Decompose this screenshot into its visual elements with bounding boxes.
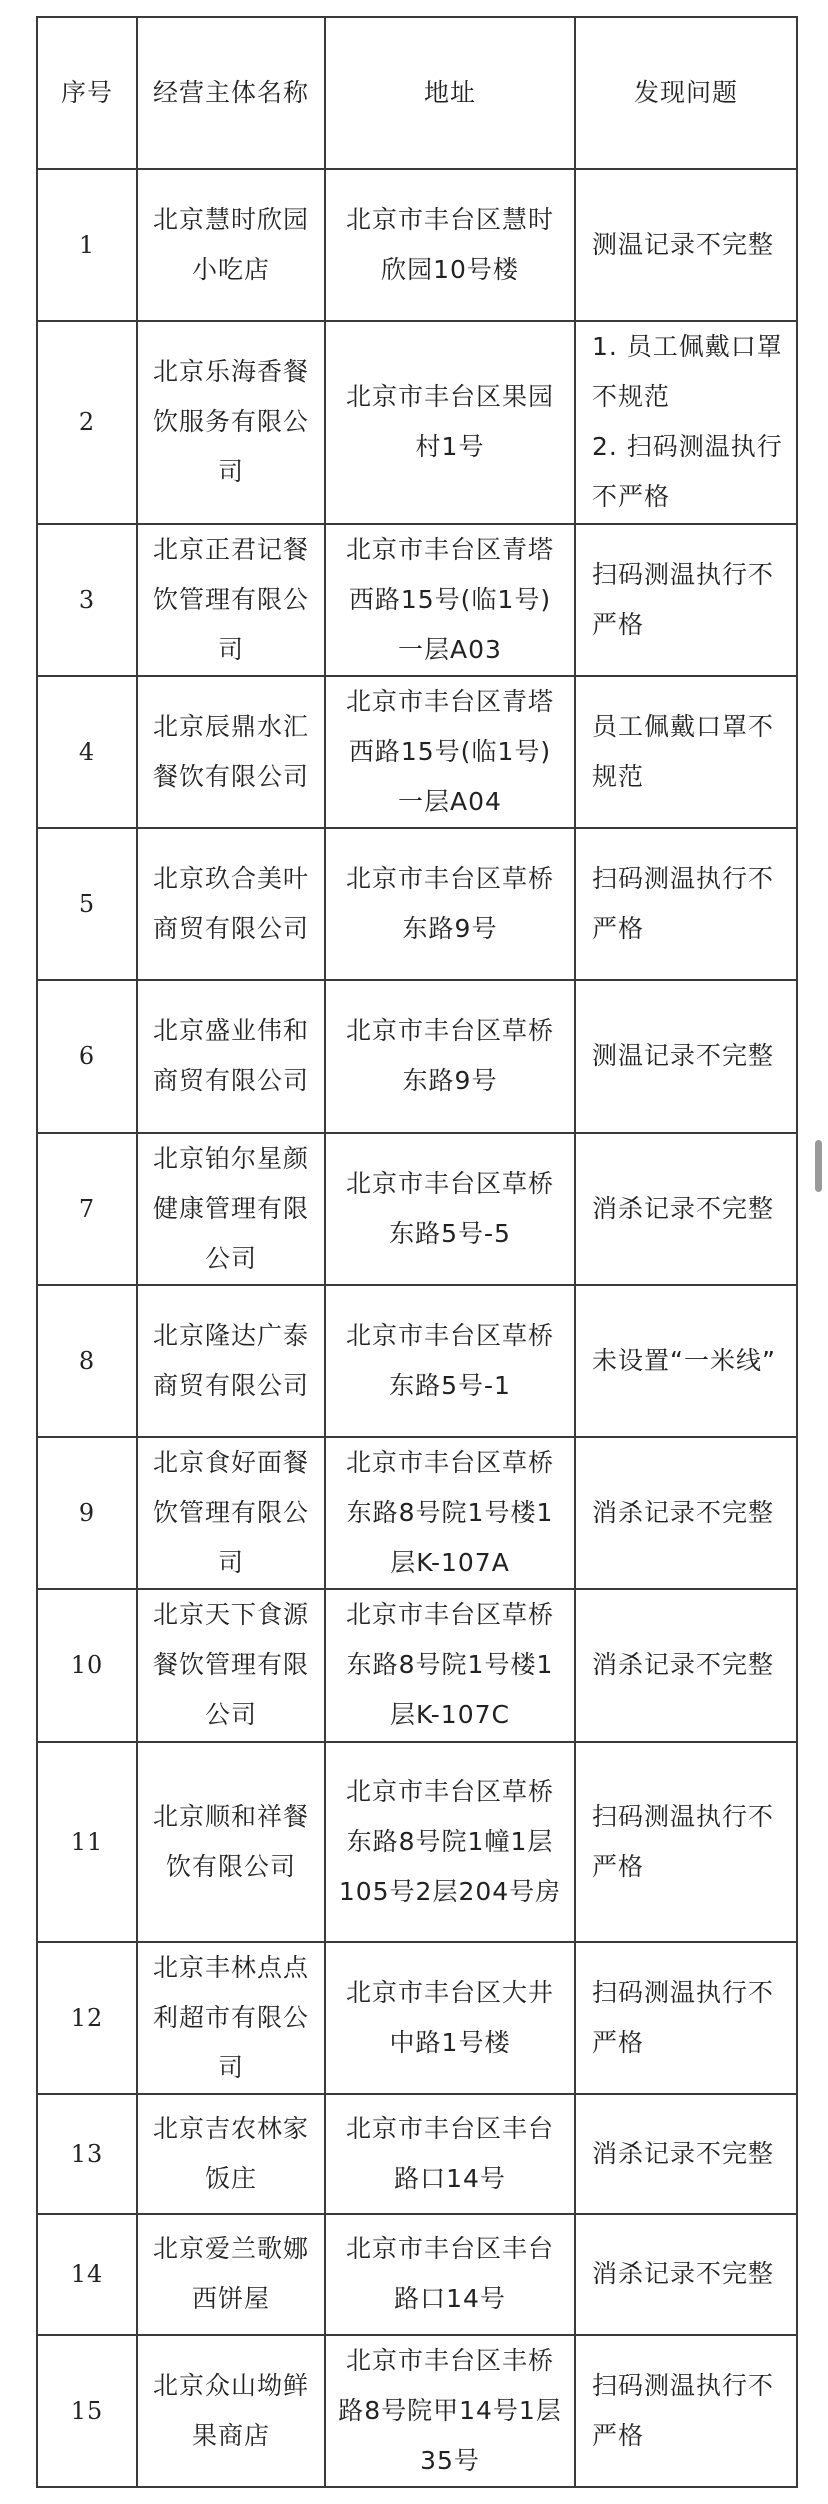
header-issue: 发现问题	[575, 17, 797, 169]
table-row	[37, 980, 797, 1132]
address: 北京市丰台区草桥东路5号-1	[325, 1285, 575, 1437]
row-number: 8	[37, 1285, 137, 1437]
address: 北京市丰台区大井中路1号楼	[325, 1942, 575, 2094]
row-number: 3	[37, 524, 137, 676]
address: 北京市丰台区草桥东路8号院1号楼1层K-107A	[325, 1437, 575, 1589]
issue-found: 扫码测温执行不严格	[575, 1942, 797, 2094]
address: 北京市丰台区青塔西路15号(临1号)一层A04	[325, 676, 575, 828]
table-row	[37, 321, 797, 523]
row-number: 4	[37, 676, 137, 828]
table-row	[37, 1133, 797, 1285]
business-name: 北京正君记餐饮管理有限公司	[137, 524, 325, 676]
table-row	[37, 1942, 797, 2094]
issue-found: 消杀记录不完整	[575, 1589, 797, 1741]
issue-found: 测温记录不完整	[575, 980, 797, 1132]
row-number: 5	[37, 828, 137, 980]
row-number: 11	[37, 1742, 137, 1942]
business-name: 北京隆达广泰商贸有限公司	[137, 1285, 325, 1437]
issue-found: 员工佩戴口罩不规范	[575, 676, 797, 828]
header-row	[37, 17, 797, 169]
issue-found: 未设置“一米线”	[575, 1285, 797, 1437]
table-row	[37, 524, 797, 676]
issue-found: 测温记录不完整	[575, 169, 797, 321]
issue-found: 消杀记录不完整	[575, 2214, 797, 2334]
business-name: 北京众山坳鲜果商店	[137, 2335, 325, 2487]
table-row	[37, 1742, 797, 1942]
address: 北京市丰台区草桥东路9号	[325, 828, 575, 980]
address: 北京市丰台区果园村1号	[325, 321, 575, 523]
row-number: 2	[37, 321, 137, 523]
address: 北京市丰台区丰台路口14号	[325, 2214, 575, 2334]
table-row	[37, 2335, 797, 2487]
issue-found: 消杀记录不完整	[575, 2094, 797, 2214]
address: 北京市丰台区草桥东路8号院1幢1层105号2层204号房	[325, 1742, 575, 1942]
address: 北京市丰台区慧时欣园10号楼	[325, 169, 575, 321]
header-no: 序号	[37, 17, 137, 169]
address: 北京市丰台区草桥东路8号院1号楼1层K-107C	[325, 1589, 575, 1741]
header-address: 地址	[325, 17, 575, 169]
row-number: 14	[37, 2214, 137, 2334]
row-number: 12	[37, 1942, 137, 2094]
business-name: 北京食好面餐饮管理有限公司	[137, 1437, 325, 1589]
issue-found: 扫码测温执行不严格	[575, 2335, 797, 2487]
scrollbar-thumb[interactable]	[815, 1140, 822, 1192]
table-row	[37, 2094, 797, 2214]
header-name: 经营主体名称	[137, 17, 325, 169]
business-name: 北京乐海香餐饮服务有限公司	[137, 321, 325, 523]
row-number: 15	[37, 2335, 137, 2487]
row-number: 10	[37, 1589, 137, 1741]
issue-found: 扫码测温执行不严格	[575, 524, 797, 676]
address: 北京市丰台区丰桥路8号院甲14号1层35号	[325, 2335, 575, 2487]
business-name: 北京丰林点点利超市有限公司	[137, 1942, 325, 2094]
address: 北京市丰台区青塔西路15号(临1号)一层A03	[325, 524, 575, 676]
business-name: 北京盛业伟和商贸有限公司	[137, 980, 325, 1132]
address: 北京市丰台区草桥东路9号	[325, 980, 575, 1132]
business-name: 北京天下食源餐饮管理有限公司	[137, 1589, 325, 1741]
address: 北京市丰台区丰台路口14号	[325, 2094, 575, 2214]
row-number: 1	[37, 169, 137, 321]
business-name: 北京玖合美叶商贸有限公司	[137, 828, 325, 980]
business-name: 北京辰鼎水汇餐饮有限公司	[137, 676, 325, 828]
address: 北京市丰台区草桥东路5号-5	[325, 1133, 575, 1285]
row-number: 6	[37, 980, 137, 1132]
table-row	[37, 2214, 797, 2334]
table-row	[37, 1285, 797, 1437]
business-name: 北京慧时欣园小吃店	[137, 169, 325, 321]
business-name: 北京铂尔星颜健康管理有限公司	[137, 1133, 325, 1285]
table-row	[37, 1437, 797, 1589]
issue-found: 扫码测温执行不严格	[575, 1742, 797, 1942]
issue-found: 1. 员工佩戴口罩不规范 2. 扫码测温执行不严格	[575, 321, 797, 523]
issue-found: 扫码测温执行不严格	[575, 828, 797, 980]
row-number: 9	[37, 1437, 137, 1589]
row-number: 7	[37, 1133, 137, 1285]
table-row	[37, 828, 797, 980]
table-row	[37, 169, 797, 321]
inspection-table	[36, 16, 798, 2488]
table-row	[37, 676, 797, 828]
table-row	[37, 1589, 797, 1741]
row-number: 13	[37, 2094, 137, 2214]
issue-found: 消杀记录不完整	[575, 1133, 797, 1285]
business-name: 北京吉农林家饭庄	[137, 2094, 325, 2214]
issue-found: 消杀记录不完整	[575, 1437, 797, 1589]
business-name: 北京顺和祥餐饮有限公司	[137, 1742, 325, 1942]
business-name: 北京爱兰歌娜西饼屋	[137, 2214, 325, 2334]
